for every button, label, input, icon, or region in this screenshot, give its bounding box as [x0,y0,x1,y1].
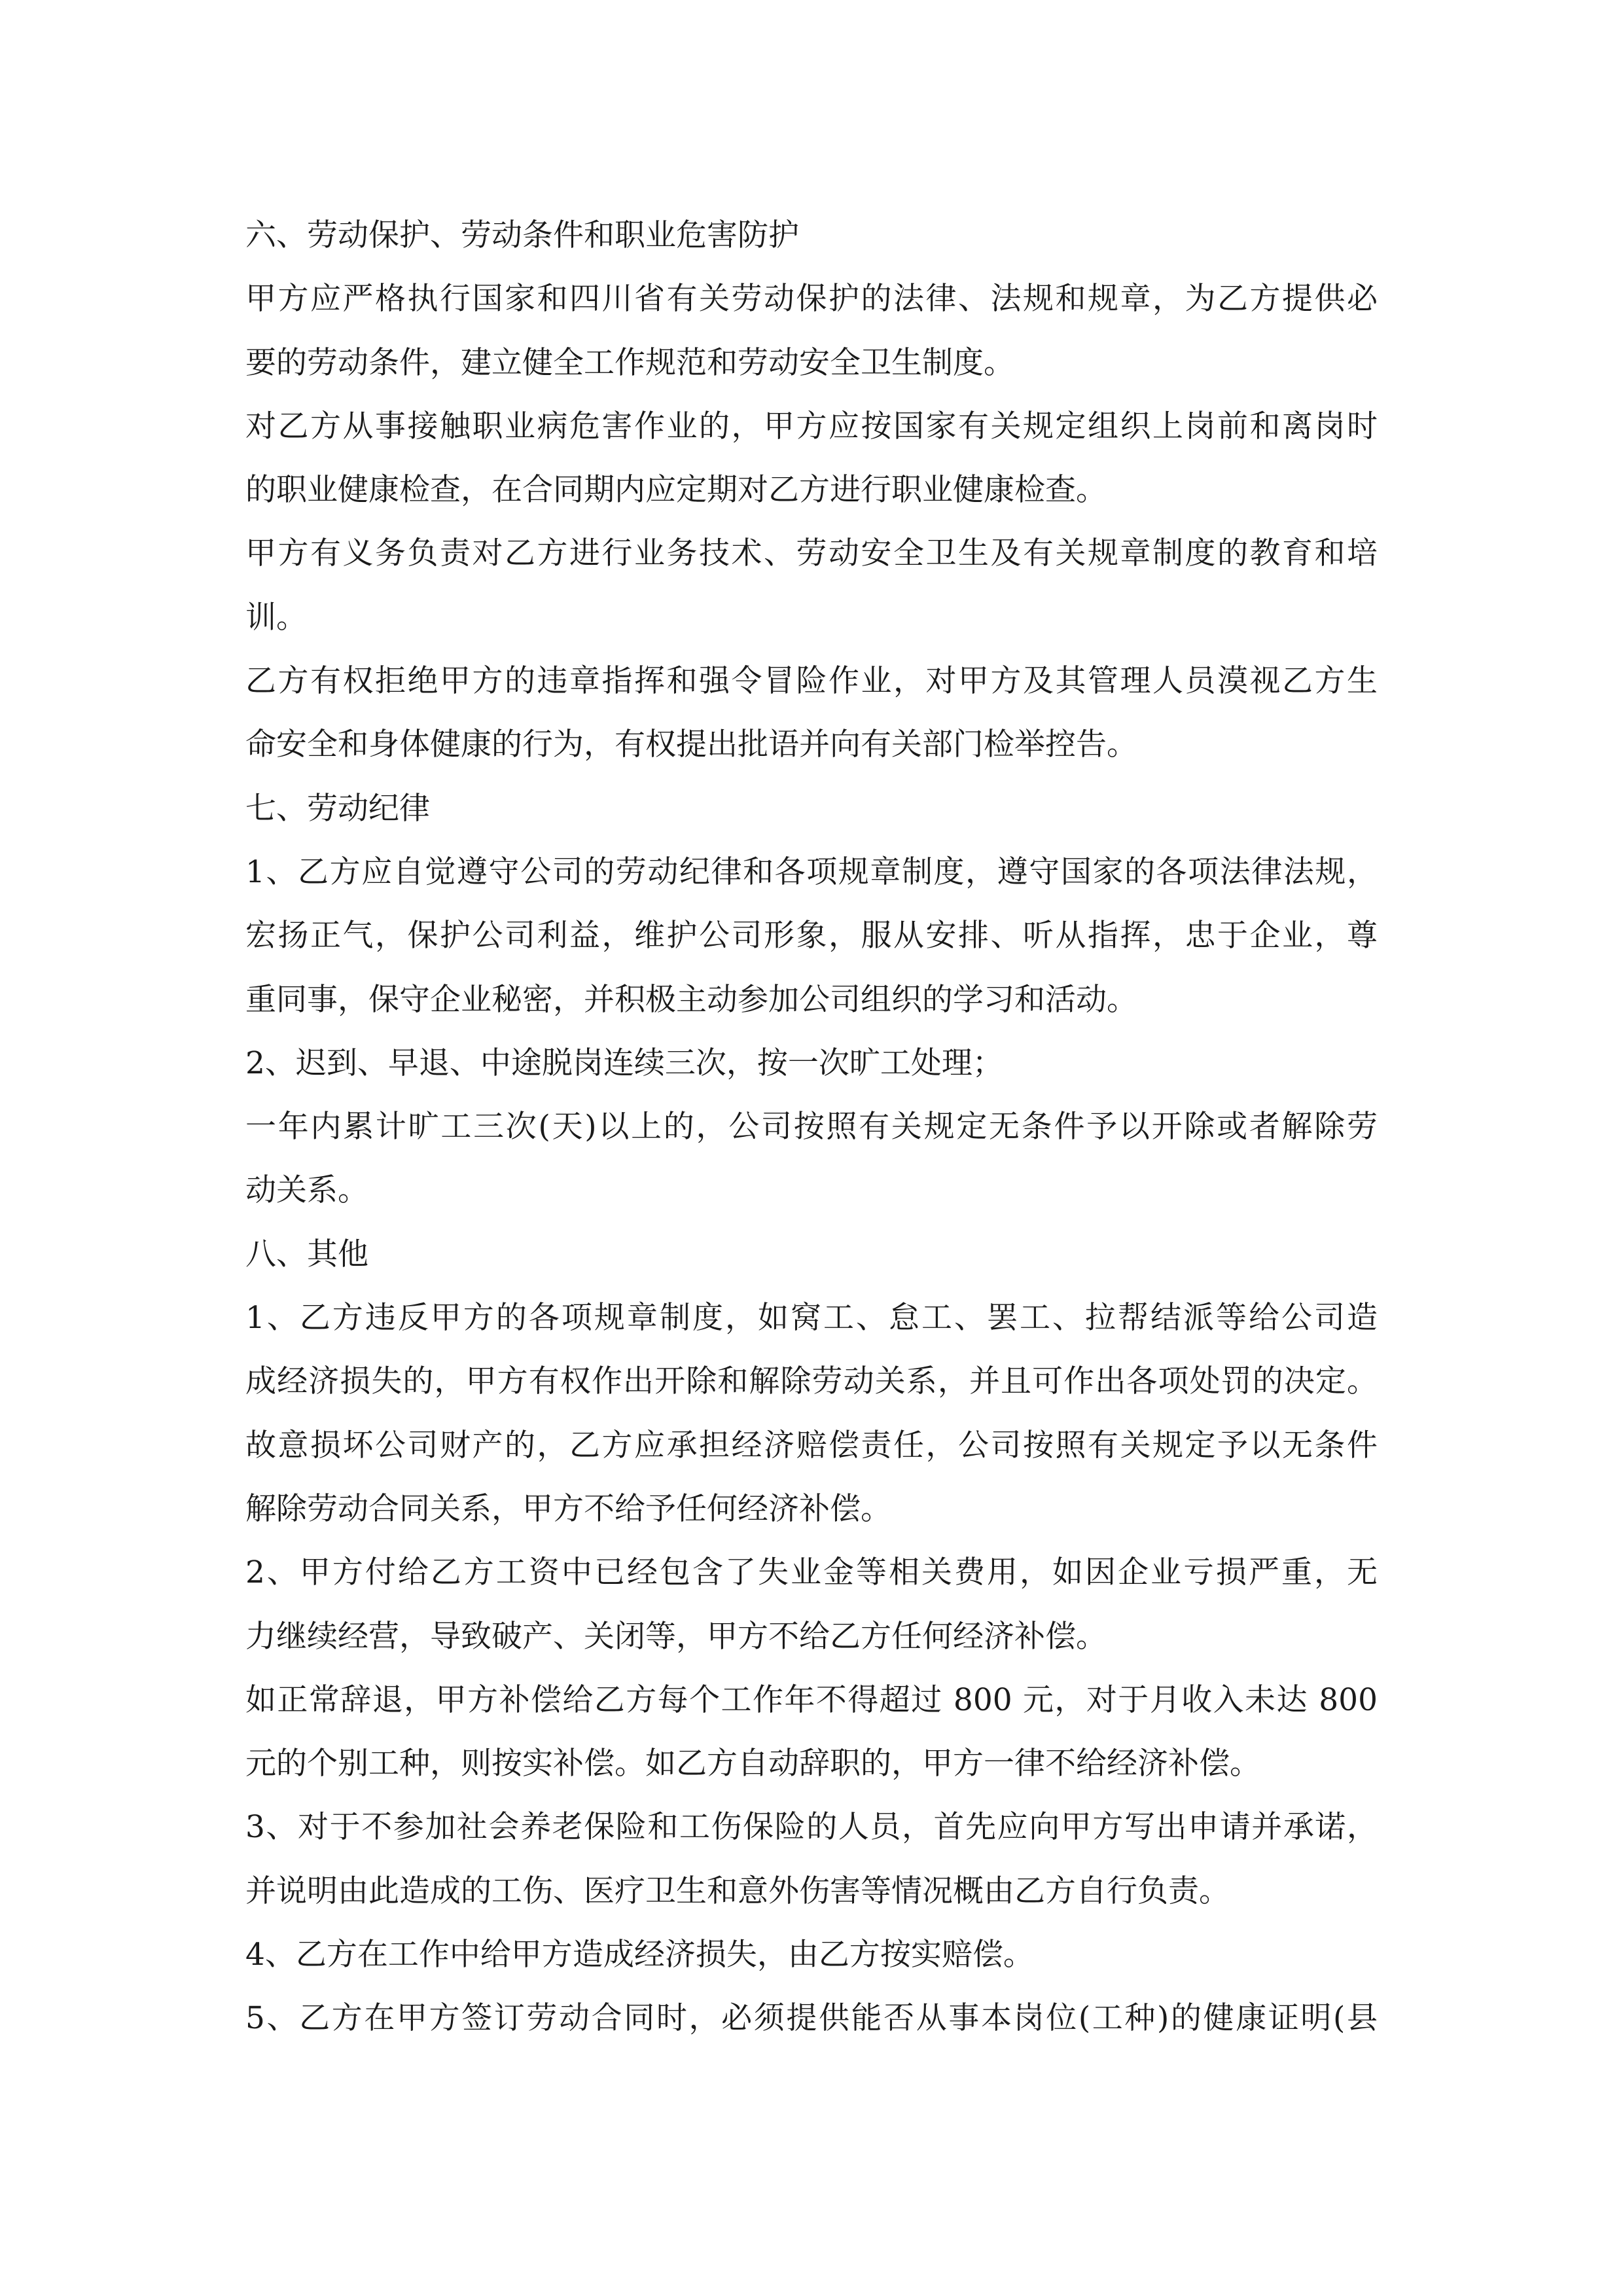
paragraph-line: 重同事，保守企业秘密，并积极主动参加公司组织的学习和活动。 [245,981,1137,1018]
paragraph-line: 成经济损失的，甲方有权作出开除和解除劳动关系，并且可作出各项处罚的决定。 [245,1363,1378,1400]
paragraph-line: 并说明由此造成的工伤、医疗卫生和意外伤害等情况概由乙方自行负责。 [245,1873,1230,1909]
paragraph-line: 动关系。 [245,1172,368,1209]
paragraph-line: 对乙方从事接触职业病危害作业的，甲方应按国家有关规定组织上岗前和离岗时 [245,408,1378,444]
paragraph-line: 1、乙方违反甲方的各项规章制度，如窝工、怠工、罢工、拉帮结派等给公司造 [245,1300,1378,1336]
paragraph-line: 甲方应严格执行国家和四川省有关劳动保护的法律、法规和规章，为乙方提供必 [245,281,1378,317]
paragraph-line: 5、乙方在甲方签订劳动合同时，必须提供能否从事本岗位(工种)的健康证明(县 [245,2000,1378,2037]
paragraph-line: 元的个别工种，则按实补偿。如乙方自动辞职的，甲方一律不给经济补偿。 [245,1746,1260,1782]
section-heading-7: 七、劳动纪律 [245,790,430,827]
paragraph-line: 4、乙方在工作中给甲方造成经济损失，由乙方按实赔偿。 [245,1937,1034,1973]
paragraph-line: 甲方有义务负责对乙方进行业务技术、劳动安全卫生及有关规章制度的教育和培 [245,535,1378,572]
paragraph-line: 一年内累计旷工三次(天)以上的，公司按照有关规定无条件予以开除或者解除劳 [245,1109,1378,1145]
section-heading-6: 六、劳动保护、劳动条件和职业危害防护 [245,217,799,253]
paragraph-line: 如正常辞退，甲方补偿给乙方每个工作年不得超过 800 元，对于月收入未达 800 [245,1681,1378,1718]
paragraph-line: 的职业健康检查，在合同期内应定期对乙方进行职业健康检查。 [245,472,1107,509]
paragraph-line: 要的劳动条件，建立健全工作规范和劳动安全卫生制度。 [245,344,1014,381]
paragraph-line: 3、对于不参加社会养老保险和工伤保险的人员，首先应向甲方写出申请并承诺， [245,1809,1378,1846]
paragraph-line: 解除劳动合同关系，甲方不给予任何经济补偿。 [245,1490,891,1527]
paragraph-line: 1、乙方应自觉遵守公司的劳动纪律和各项规章制度，遵守国家的各项法律法规， [245,853,1378,890]
document-page [245,204,1378,2051]
paragraph-line: 2、甲方付给乙方工资中已经包含了失业金等相关费用，如因企业亏损严重，无 [245,1554,1378,1591]
paragraph-line: 故意损坏公司财产的，乙方应承担经济赔偿责任，公司按照有关规定予以无条件 [245,1427,1378,1463]
paragraph-line: 训。 [245,599,307,636]
paragraph-line: 力继续经营，导致破产、关闭等，甲方不给乙方任何经济补偿。 [245,1618,1107,1655]
paragraph-line: 命安全和身体健康的行为，有权提出批语并向有关部门检举控告。 [245,726,1137,763]
paragraph-line: 2、迟到、早退、中途脱岗连续三次，按一次旷工处理； [245,1045,1003,1081]
section-heading-8: 八、其他 [245,1236,368,1272]
paragraph-line: 乙方有权拒绝甲方的违章指挥和强令冒险作业，对甲方及其管理人员漠视乙方生 [245,663,1378,700]
paragraph-line: 宏扬正气，保护公司利益，维护公司形象，服从安排、听从指挥，忠于企业，尊 [245,918,1378,954]
